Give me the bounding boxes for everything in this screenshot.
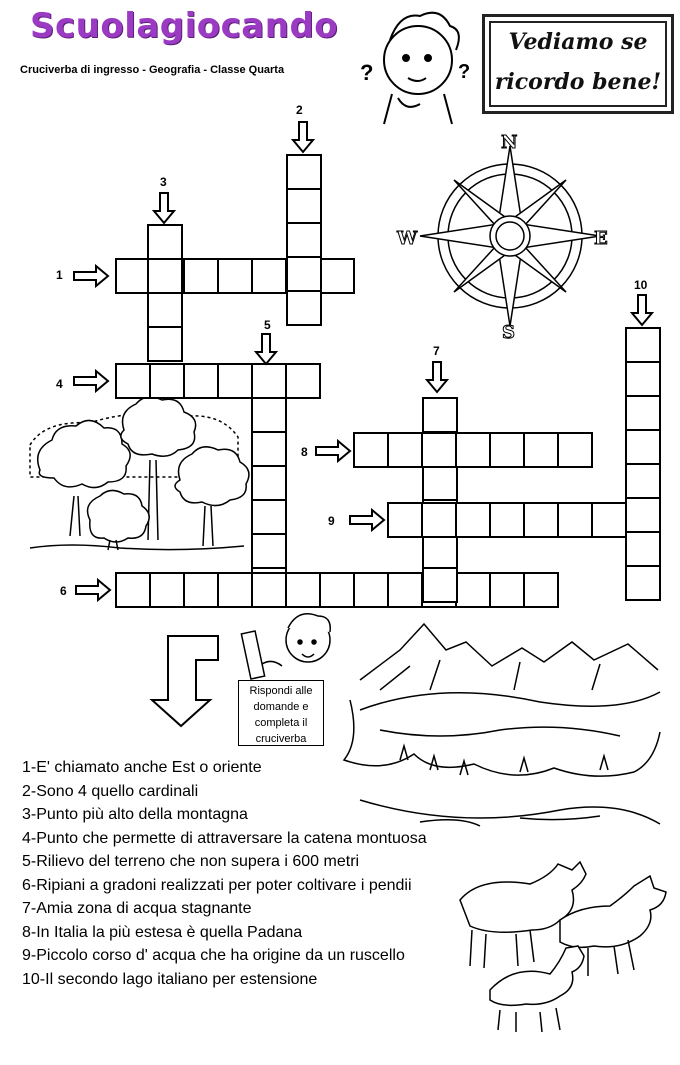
worksheet-subtitle: Cruciverba di ingresso - Geografia - Classe Quarta: [20, 64, 285, 76]
crossword-cell-3-down[interactable]: [148, 293, 182, 327]
child-with-map-illustration: [241, 614, 330, 679]
clue-item: 4-Punto che permette di attraversare la catena montuosa: [22, 829, 427, 847]
crossword-cell-6-across[interactable]: [388, 573, 422, 607]
instructions-box: Rispondi alle domande e completa il cruciverba: [238, 680, 324, 746]
clue-item: 5-Rilievo del terreno che non supera i 600 metri: [22, 853, 360, 870]
clue-item: 1-E' chiamato anche Est o oriente: [22, 759, 262, 776]
crossword-cell-1-across[interactable]: [184, 259, 218, 293]
crossword-cell-4-across[interactable]: [252, 364, 286, 398]
arrow-right-icon: [350, 510, 384, 530]
crossword-cell-3-down[interactable]: [148, 225, 182, 259]
crossword-cell-6-across[interactable]: [184, 573, 218, 607]
crossword-cell-4-across[interactable]: [286, 364, 320, 398]
arrow-right-icon: [76, 580, 110, 600]
clue-item: 2-Sono 4 quello cardinali: [22, 782, 199, 800]
svg-text:?: ?: [458, 61, 471, 83]
crossword-cell-6-across[interactable]: [218, 573, 252, 607]
crossword-cell-2-down[interactable]: [287, 189, 321, 223]
crossword-cell-9-across[interactable]: [422, 503, 456, 537]
crossword-cell-5-down[interactable]: [252, 466, 286, 500]
clue-item: 9-Piccolo corso d' acqua che ha origine da un ruscello: [22, 947, 405, 964]
crossword-grid: [116, 155, 660, 607]
crossword-cell-10-down[interactable]: [626, 566, 660, 600]
crossword-cell-9-across[interactable]: [490, 503, 524, 537]
crossword-cell-1-across[interactable]: [320, 259, 354, 293]
crossword-cell-7-down[interactable]: [423, 568, 457, 602]
clue-item: 8-In Italia la più estesa è quella Padana: [22, 923, 303, 941]
arrow-down-icon: [427, 362, 447, 392]
crossword-cell-3-down[interactable]: [148, 259, 182, 293]
clue-number-8: 8: [301, 445, 308, 459]
arrow-down-icon: [293, 122, 313, 152]
crossword-cell-4-across[interactable]: [150, 364, 184, 398]
crossword-cell-10-down[interactable]: [626, 396, 660, 430]
crossword-cell-10-down[interactable]: [626, 464, 660, 498]
crossword-cell-9-across[interactable]: [592, 503, 626, 537]
clue-number-1: 1: [56, 268, 63, 282]
crossword-cell-6-across[interactable]: [490, 573, 524, 607]
crossword-cell-8-across[interactable]: [456, 433, 490, 467]
crossword-cell-10-down[interactable]: [626, 430, 660, 464]
crossword-cell-9-across[interactable]: [456, 503, 490, 537]
crossword-cell-6-across[interactable]: [252, 573, 286, 607]
crossword-cell-6-across[interactable]: [150, 573, 184, 607]
crossword-cell-7-down[interactable]: [423, 534, 457, 568]
crossword-cell-5-down[interactable]: [252, 500, 286, 534]
svg-text:?: ?: [360, 60, 374, 85]
clue-number-4: 4: [56, 377, 63, 391]
crossword-cell-5-down[interactable]: [252, 432, 286, 466]
crossword-cell-1-across[interactable]: [116, 259, 150, 293]
crossword-cell-10-down[interactable]: [626, 532, 660, 566]
crossword-cell-1-across[interactable]: [252, 259, 286, 293]
compass-east-label: E: [594, 228, 608, 249]
crossword-cell-8-across[interactable]: [354, 433, 388, 467]
brand-logo: Scuolagiocando: [30, 6, 339, 46]
crossword-cell-1-across[interactable]: [218, 259, 252, 293]
clue-number-10: 10: [634, 278, 648, 292]
clue-number-2: 2: [296, 103, 303, 117]
crossword-cell-8-across[interactable]: [388, 433, 422, 467]
crossword-cell-6-across[interactable]: [116, 573, 150, 607]
crossword-cell-10-down[interactable]: [626, 328, 660, 362]
crossword-cell-6-across[interactable]: [320, 573, 354, 607]
arrow-right-icon: [74, 266, 108, 286]
crossword-cell-6-across[interactable]: [456, 573, 490, 607]
clue-item: 6-Ripiani a gradoni realizzati per poter coltivare i pendii: [22, 876, 412, 894]
badge-line-1: Vediamo se: [508, 29, 648, 55]
crossword-cell-2-down[interactable]: [287, 291, 321, 325]
crossword-cell-9-across[interactable]: [558, 503, 592, 537]
clue-item: 10-Il secondo lago italiano per estensione: [22, 970, 318, 988]
crossword-cell-3-down[interactable]: [148, 327, 182, 361]
crossword-cell-8-across[interactable]: [524, 433, 558, 467]
badge-line-2: ricordo bene!: [494, 69, 662, 95]
crossword-cell-7-down[interactable]: [423, 398, 457, 432]
crossword-cell-7-down[interactable]: [423, 466, 457, 500]
arrow-down-icon: [256, 334, 276, 364]
crossword-cell-2-down[interactable]: [287, 257, 321, 291]
arrow-right-icon: [316, 441, 350, 461]
compass-rose-illustration: [420, 146, 600, 326]
clue-item: 7-Amia zona di acqua stagnante: [22, 900, 252, 917]
crossword-cell-8-across[interactable]: [558, 433, 592, 467]
crossword-cell-8-across[interactable]: [490, 433, 524, 467]
crossword-cell-4-across[interactable]: [184, 364, 218, 398]
arrow-down-icon: [154, 193, 174, 223]
crossword-cell-2-down[interactable]: [287, 155, 321, 189]
crossword-cell-4-across[interactable]: [218, 364, 252, 398]
crossword-cell-9-across[interactable]: [388, 503, 422, 537]
crossword-cell-6-across[interactable]: [286, 573, 320, 607]
clue-number-9: 9: [328, 514, 335, 528]
crossword-cell-10-down[interactable]: [626, 362, 660, 396]
crossword-cell-2-down[interactable]: [287, 223, 321, 257]
clue-number-5: 5: [264, 318, 271, 332]
crossword-cell-6-across[interactable]: [354, 573, 388, 607]
crossword-cell-5-down[interactable]: [252, 398, 286, 432]
crossword-cell-8-across[interactable]: [422, 433, 456, 467]
clue-number-7: 7: [433, 344, 440, 358]
clue-item: 3-Punto più alto della montagna: [22, 806, 248, 823]
clue-number-3: 3: [160, 175, 167, 189]
bent-arrow-icon: [152, 636, 218, 726]
arrow-right-icon: [74, 371, 108, 391]
trees-illustration: [30, 397, 249, 550]
compass-south-label: S: [502, 322, 515, 343]
crossword-cell-5-down[interactable]: [252, 534, 286, 568]
crossword-cell-4-across[interactable]: [116, 364, 150, 398]
crossword-cell-6-across[interactable]: [524, 573, 558, 607]
crossword-cell-9-across[interactable]: [524, 503, 558, 537]
compass-west-label: W: [397, 228, 418, 249]
thinking-child-illustration: [360, 13, 470, 124]
arrow-down-icon: [632, 295, 652, 325]
goats-illustration: [460, 862, 666, 1032]
clue-number-6: 6: [60, 584, 67, 598]
clue-list: [22, 756, 442, 991]
compass-north-label: N: [501, 132, 518, 153]
crossword-cell-10-down[interactable]: [626, 498, 660, 532]
